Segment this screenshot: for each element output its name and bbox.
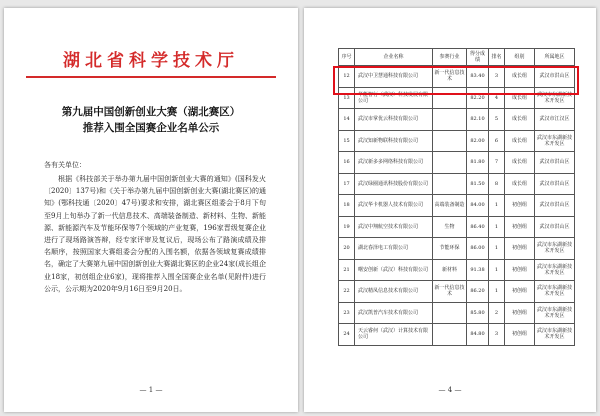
table-cell: 节能环保	[433, 238, 467, 260]
table-cell: 6	[489, 130, 505, 152]
table-cell: 81.80	[467, 152, 489, 174]
table-cell: 初创组	[505, 324, 535, 346]
table-cell: 新一代信息技术	[433, 66, 467, 88]
right-page	[304, 8, 596, 412]
table-cell: 初创组	[505, 238, 535, 260]
table-header-cell: 序号	[339, 49, 355, 66]
company-name-cell: 武汉华卡机器人技术有限公司	[355, 195, 433, 217]
table-row	[339, 259, 575, 281]
table-cell: 82.00	[467, 130, 489, 152]
table-cell	[433, 130, 467, 152]
table-cell: 5	[489, 109, 505, 131]
table-cell: 1	[489, 238, 505, 260]
table-cell: 20	[339, 238, 355, 260]
company-name-cell: 华能智行（武汉）科技发展有限公司	[355, 87, 433, 109]
company-name-cell: 武汉凯普汽车技术有限公司	[355, 302, 433, 324]
table-cell: 19	[339, 216, 355, 238]
table-cell: 13	[339, 87, 355, 109]
table-cell: 武汉市东湖新技术开发区	[535, 259, 575, 281]
table-cell: 初创组	[505, 302, 535, 324]
table-cell: 4	[489, 87, 505, 109]
table-cell: 3	[489, 66, 505, 88]
table-cell: 1	[489, 195, 505, 217]
table-row	[339, 109, 575, 131]
company-name-cell: 湖北春泽电工有限公司	[355, 238, 433, 260]
table-cell: 91.38	[467, 259, 489, 281]
table-cell: 23	[339, 302, 355, 324]
table-row	[339, 130, 575, 152]
table-cell: 12	[339, 66, 355, 88]
page-number-left: — 1 —	[139, 386, 163, 394]
table-cell: 82.10	[467, 109, 489, 131]
table-cell: 84.00	[467, 195, 489, 217]
table-cell: 武汉市洪山区	[535, 173, 575, 195]
table-cell	[433, 109, 467, 131]
table-cell: 2	[489, 302, 505, 324]
company-name-cell: 曙安创新（武汉）科技有限公司	[355, 259, 433, 281]
table-cell: 1	[489, 281, 505, 303]
table-cell: 初创组	[505, 259, 535, 281]
table-cell	[433, 302, 467, 324]
table-cell: 85.80	[467, 302, 489, 324]
table-cell: 22	[339, 281, 355, 303]
left-page	[4, 8, 298, 412]
table-row	[339, 302, 575, 324]
table-header-row	[339, 49, 575, 66]
table-cell: 武汉市东湖新技术开发区	[535, 281, 575, 303]
table-cell: 84.80	[467, 324, 489, 346]
table-header-cell: 参赛行业	[433, 49, 467, 66]
table-header-cell: 排名	[489, 49, 505, 66]
document-title-line1: 第九届中国创新创业大赛（湖北赛区）	[61, 106, 241, 118]
table-cell: 武汉市东湖新技术开发区	[535, 87, 575, 109]
table-cell: 14	[339, 109, 355, 131]
table-row	[339, 173, 575, 195]
table-row	[339, 281, 575, 303]
letterhead-divider	[26, 76, 276, 78]
table-cell: 86.20	[467, 281, 489, 303]
table-row	[339, 216, 575, 238]
table-cell: 新一代信息技术	[433, 281, 467, 303]
table-cell: 武汉市东湖新技术开发区	[535, 302, 575, 324]
highlight-box	[333, 66, 579, 95]
table-cell: 82.20	[467, 87, 489, 109]
company-name-cell: 武汉新多多网络科技有限公司	[355, 152, 433, 174]
table-row	[339, 324, 575, 346]
table-cell: 成长组	[505, 152, 535, 174]
table-cell: 武汉市洪山区	[535, 195, 575, 217]
table-cell: 初创组	[505, 195, 535, 217]
table-cell: 武汉市江汉区	[535, 109, 575, 131]
table-cell: 初创组	[505, 281, 535, 303]
table-cell: 81.50	[467, 173, 489, 195]
company-name-cell: 武汉绿圈通讯科技股份有限公司	[355, 173, 433, 195]
table-cell: 21	[339, 259, 355, 281]
table-cell: 83.40	[467, 66, 489, 88]
table-row	[339, 195, 575, 217]
company-name-cell: 武汉精凤信息技术有限公司	[355, 281, 433, 303]
company-name-cell: 武汉知新物联科技有限公司	[355, 130, 433, 152]
table-row	[339, 152, 575, 174]
body-paragraph: 根据《科技部关于举办第九届中国创新创业大赛的通知》(国科发火〔2020〕137号)和《关于举办第九届中国创新创业大赛(湖北赛区)的通知》(鄂科技通〔2020〕47号)要求和安排，湖北赛区组委会于8月下旬至9月上旬举办了新一代信息技术、高端装备制造、新材料、生物、新能源、新能源汽车及节能环保等7个领域的产业复赛，196家晋级复赛企业进行了现场路演答辩，经专家评审及复议后，现场公布了路演成绩及排名顺序，按照国家大赛组委会分配的入围名额，依据各领域复赛成绩排名，确定了大赛第九届中国创新创业大赛湖北赛区的企业24家(成长组企业18家，初创组企业6家)，现将推荐入围全国赛企业名单(见附件)进行公示，公示期为2020年9月16日至9月20日。	[44, 175, 266, 293]
company-name-cell: 武汉市掌优云科技有限公司	[355, 109, 433, 131]
table-cell: 3	[489, 324, 505, 346]
table-cell: 成长组	[505, 173, 535, 195]
table-cell: 17	[339, 173, 355, 195]
table-cell: 新材料	[433, 259, 467, 281]
table-cell: 15	[339, 130, 355, 152]
table-cell	[433, 173, 467, 195]
table-cell: 武汉市洪山区	[535, 216, 575, 238]
page-number-right: — 4 —	[438, 386, 462, 394]
table-row	[339, 238, 575, 260]
table-header-cell: 所属地区	[535, 49, 575, 66]
table-cell: 成长组	[505, 87, 535, 109]
letterhead: 湖北省科学技术厅	[63, 51, 239, 71]
table-cell: 成长组	[505, 109, 535, 131]
table-header-cell: 得分成绩	[467, 49, 489, 66]
salutation: 各有关单位：	[44, 161, 86, 169]
table-cell: 成长组	[505, 66, 535, 88]
table-cell: 武汉市东湖新技术开发区	[535, 324, 575, 346]
table-cell: 武汉市东湖新技术开发区	[535, 130, 575, 152]
table-cell	[433, 152, 467, 174]
table-cell	[433, 324, 467, 346]
table-cell: 初创组	[505, 216, 535, 238]
table-header-cell: 企业名称	[355, 49, 433, 66]
table-cell: 生物	[433, 216, 467, 238]
document-title-line2: 推荐入围全国赛企业名单公示	[82, 122, 220, 134]
table-cell: 1	[489, 216, 505, 238]
company-name-cell: 武汉中翔航空技术有限公司	[355, 216, 433, 238]
table-header-cell: 组别	[505, 49, 535, 66]
table-cell: 8	[489, 173, 505, 195]
table-body	[339, 66, 575, 346]
table-cell: 86.40	[467, 216, 489, 238]
company-name-cell: 武汉中卫慧通科技有限公司	[355, 66, 433, 88]
table-cell: 24	[339, 324, 355, 346]
table-cell: 成长组	[505, 130, 535, 152]
table-cell: 16	[339, 152, 355, 174]
table-cell: 18	[339, 195, 355, 217]
table-cell: 高端装备制造	[433, 195, 467, 217]
table-cell: 武汉市东湖新技术开发区	[535, 238, 575, 260]
table-cell: 武汉市洪山区	[535, 152, 575, 174]
table-cell: 7	[489, 152, 505, 174]
table-cell: 86.00	[467, 238, 489, 260]
table-cell: 武汉市洪山区	[535, 66, 575, 88]
company-name-cell: 天云睿何（武汉）计算技术有限公司	[355, 324, 433, 346]
table-cell: 1	[489, 259, 505, 281]
